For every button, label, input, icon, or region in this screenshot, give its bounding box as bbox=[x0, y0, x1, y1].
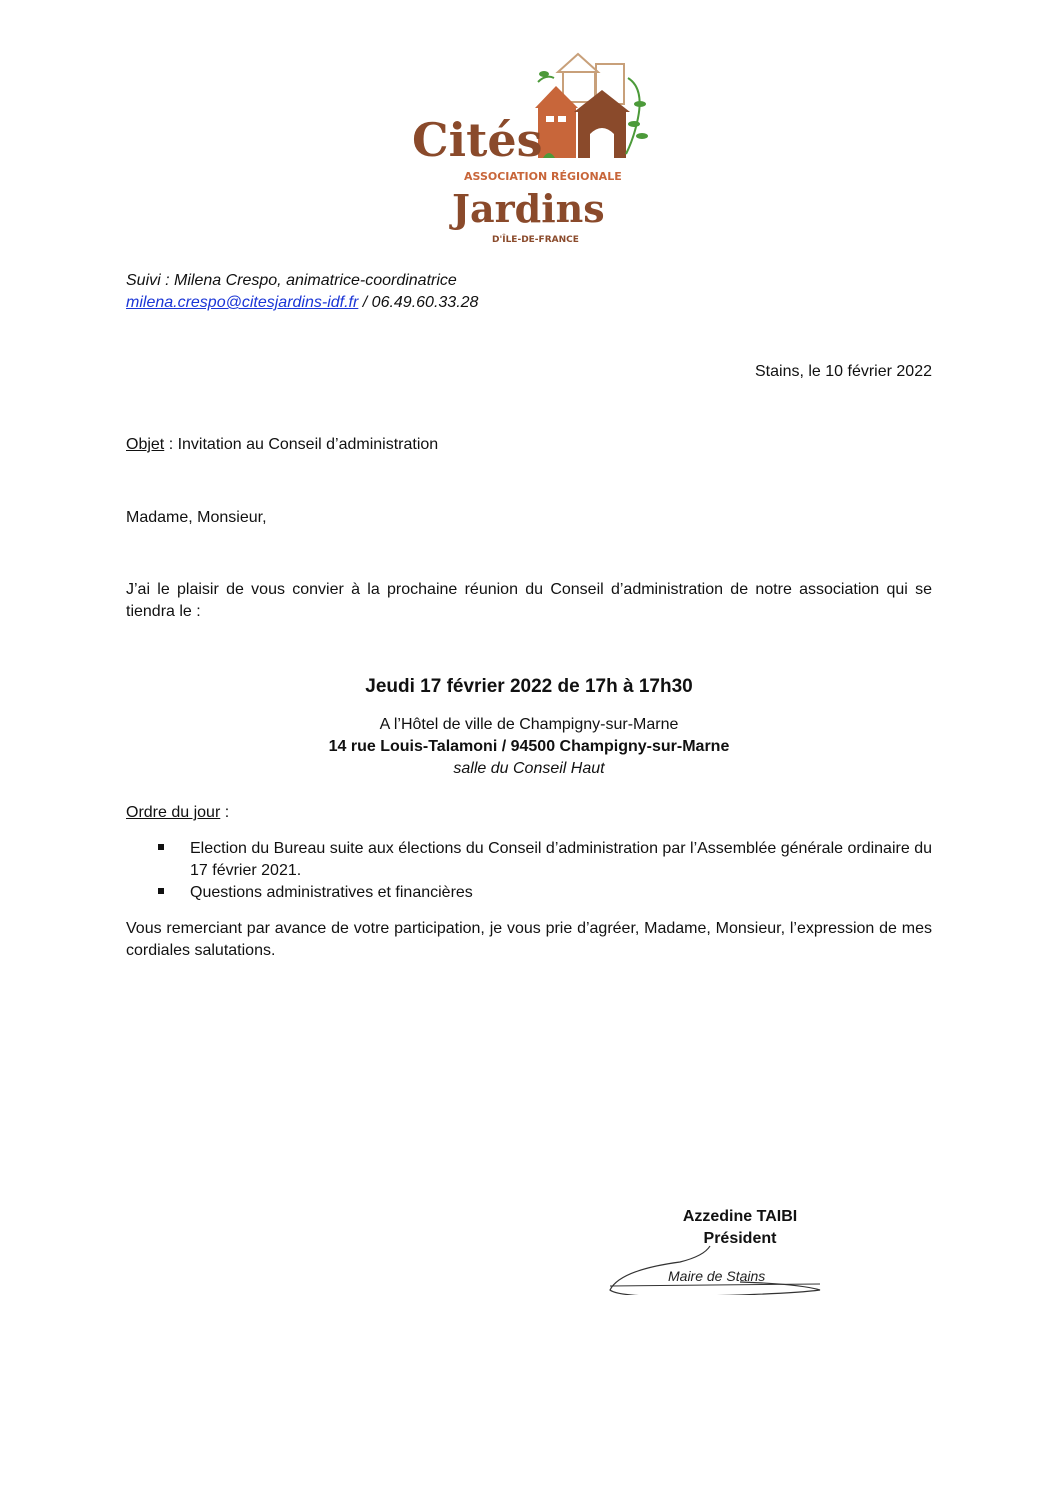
logo-word-cites: Cités bbox=[412, 113, 543, 167]
logo-word-jardins: Jardins bbox=[452, 186, 605, 231]
subject-label: Objet bbox=[126, 436, 165, 453]
meeting-room: salle du Conseil Haut bbox=[453, 760, 605, 777]
agenda-label: Ordre du jour bbox=[126, 804, 221, 821]
agenda-suffix: : bbox=[220, 804, 230, 821]
signatory-role: Maire de Stains bbox=[668, 1268, 766, 1284]
subject-text: : Invitation au Conseil d’administration bbox=[164, 436, 439, 453]
salutation: Madame, Monsieur, bbox=[126, 509, 267, 526]
bullet-icon bbox=[158, 888, 164, 894]
meeting-date: Jeudi 17 février 2022 de 17h à 17h30 bbox=[365, 676, 693, 697]
subject-line bbox=[126, 434, 932, 456]
contact-line bbox=[126, 292, 626, 314]
intro-paragraph: J’ai le plaisir de vous convier à la prochaine réunion du Conseil d’administration de notre association qui se tiendra le : bbox=[126, 581, 932, 620]
contact-phone: / 06.49.60.33.28 bbox=[358, 294, 479, 311]
contact-email-link[interactable]: milena.crespo@citesjardins-idf.fr bbox=[126, 294, 359, 311]
agenda-item bbox=[126, 838, 932, 882]
agenda-item-text: Election du Bureau suite aux élections du Conseil d’administration par l’Assemblée générale ordinaire du 17 février 2021. bbox=[190, 840, 932, 879]
cites-jardins-logo bbox=[398, 38, 676, 260]
meeting-venue: A l’Hôtel de ville de Champigny-sur-Marne bbox=[379, 716, 679, 733]
bullet-icon bbox=[158, 844, 164, 850]
agenda-item bbox=[126, 882, 932, 904]
agenda-heading bbox=[126, 802, 229, 824]
signatory-name: Azzedine TAIBI bbox=[682, 1208, 798, 1225]
logo-region: D'ÎLE-DE-FRANCE bbox=[492, 235, 579, 245]
signatory-title: Président bbox=[703, 1230, 777, 1247]
logo-subtitle: ASSOCIATION RÉGIONALE bbox=[464, 170, 622, 183]
meeting-address: 14 rue Louis-Talamoni / 94500 Champigny-sur-Marne bbox=[328, 738, 730, 755]
agenda-item-text: Questions administratives et financières bbox=[190, 884, 473, 901]
houses-illustration bbox=[535, 54, 648, 158]
agenda-list bbox=[126, 838, 932, 904]
meeting-block bbox=[126, 674, 932, 780]
date-line: Stains, le 10 février 2022 bbox=[755, 363, 932, 380]
contact-block bbox=[126, 270, 626, 314]
closing-paragraph: Vous remerciant par avance de votre participation, je vous prie d’agréer, Madame, Monsieur, l’expression de mes cordiales salutations. bbox=[126, 920, 932, 959]
followup-line: Suivi : Milena Crespo, animatrice-coordinatrice bbox=[126, 272, 457, 289]
